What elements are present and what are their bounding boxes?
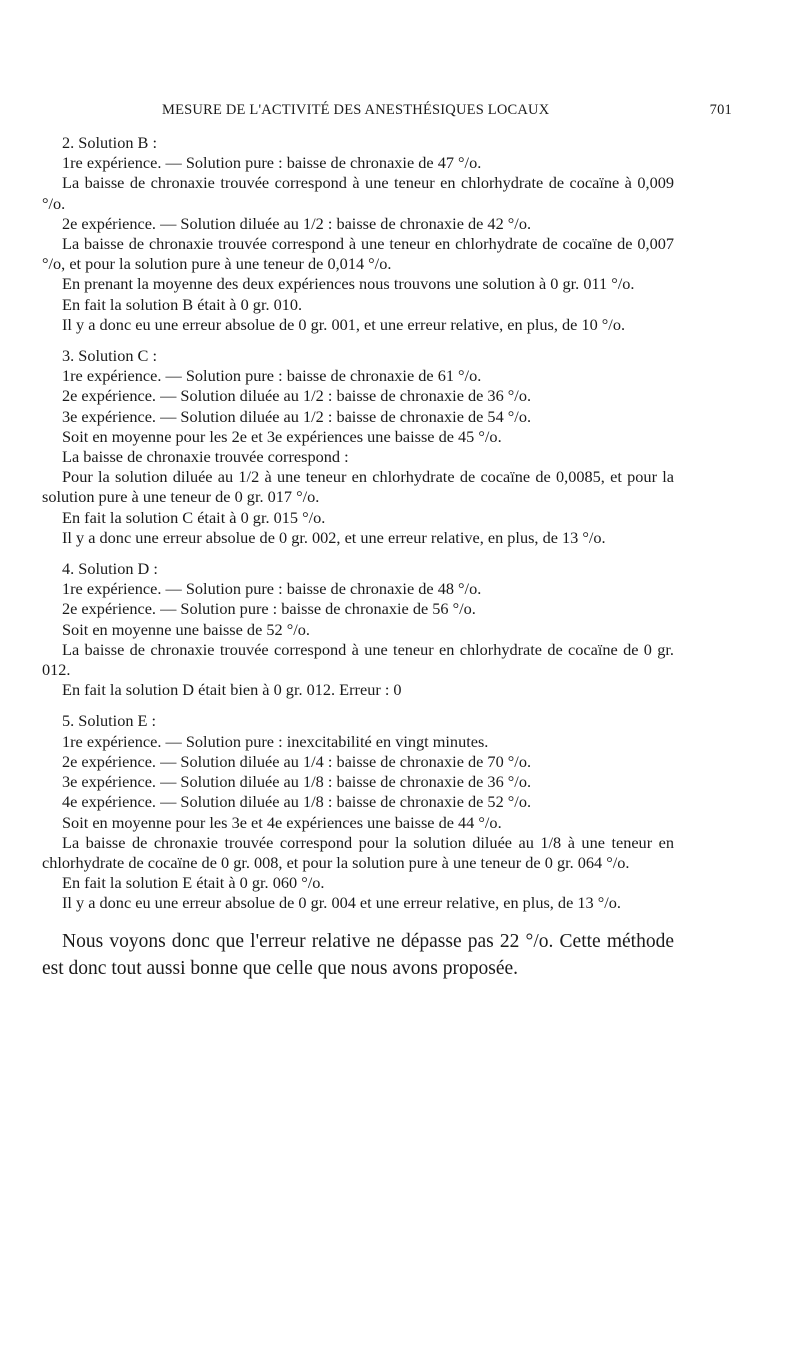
paragraph: 1re expérience. — Solution pure : inexcitabilité en vingt minutes.: [62, 731, 489, 751]
paragraph: Il y a donc une erreur absolue de 0 gr. 002, et une erreur relative, en plus, de 13 °/o.: [62, 527, 606, 547]
paragraph: 2e expérience. — Solution diluée au 1/4 : baisse de chronaxie de 70 °/o.: [62, 751, 532, 771]
paragraph: En fait la solution C était à 0 gr. 015 °/o.: [62, 507, 326, 527]
paragraph: Soit en moyenne une baisse de 52 °/o.: [62, 619, 310, 639]
paragraph: Il y a donc eu une erreur absolue de 0 gr. 001, et une erreur relative, en plus, de 10 °/o.: [62, 314, 626, 334]
section-heading-e: 5. Solution E :: [62, 711, 157, 731]
paragraph: 1re expérience. — Solution pure : baisse de chronaxie de 47 °/o.: [62, 153, 482, 173]
paragraph: 4e expérience. — Solution diluée au 1/8 : baisse de chronaxie de 52 °/o.: [62, 792, 532, 812]
paragraph: Il y a donc eu une erreur absolue de 0 gr. 004 et une erreur relative, en plus, de 13 °/o.: [62, 893, 621, 913]
section-heading-c: 3. Solution C :: [62, 346, 157, 366]
conclusion-paragraph: Nous voyons donc que l'erreur relative ne dépasse pas 22 °/o. Cette méthode est donc tout aussi bonne que celle que nous avons proposée.: [42, 930, 674, 979]
paragraph: En fait la solution B était à 0 gr. 010.: [62, 294, 303, 314]
paragraph: 3e expérience. — Solution diluée au 1/8 : baisse de chronaxie de 36 °/o.: [62, 772, 532, 792]
running-title: MESURE DE L'ACTIVITÉ DES ANESTHÉSIQUES LOCAUX: [162, 102, 550, 118]
paragraph: La baisse de chronaxie trouvée correspond à une teneur en chlorhydrate de cocaïne à 0,009 °/o.: [42, 173, 674, 213]
section-heading-d: 4. Solution D :: [62, 559, 158, 579]
paragraph: En fait la solution D était bien à 0 gr. 012. Erreur : 0: [62, 680, 402, 700]
section-heading-b: 2. Solution B :: [62, 133, 157, 152]
paragraph: 1re expérience. — Solution pure : baisse de chronaxie de 48 °/o.: [62, 579, 482, 599]
paragraph: La baisse de chronaxie trouvée correspond à une teneur en chlorhydrate de cocaïne de 0,007 °/o, et pour la solution pure à une teneur de 0,014 °/o.: [42, 234, 674, 274]
paragraph: 2e expérience. — Solution diluée au 1/2 : baisse de chronaxie de 42 °/o.: [62, 213, 532, 233]
paragraph: La baisse de chronaxie trouvée correspond à une teneur en chlorhydrate de cocaïne de 0 gr. 012.: [42, 639, 674, 680]
paragraph: Soit en moyenne pour les 3e et 4e expériences une baisse de 44 °/o.: [62, 812, 502, 832]
paragraph: 1re expérience. — Solution pure : baisse de chronaxie de 61 °/o.: [62, 366, 482, 386]
paragraph: 3e expérience. — Solution diluée au 1/2 : baisse de chronaxie de 54 °/o.: [62, 406, 532, 426]
paragraph: Pour la solution diluée au 1/2 à une teneur en chlorhydrate de cocaïne de 0,0085, et pour la solution pure à une teneur de 0 gr. 017 °/o.: [42, 467, 674, 507]
paragraph: En prenant la moyenne des deux expériences nous trouvons une solution à 0 gr. 011 °/o.: [62, 274, 635, 294]
paragraph: 2e expérience. — Solution diluée au 1/2 : baisse de chronaxie de 36 °/o.: [62, 386, 532, 406]
paragraph: Soit en moyenne pour les 2e et 3e expériences une baisse de 45 °/o.: [62, 426, 502, 446]
paragraph: La baisse de chronaxie trouvée correspond pour la solution diluée au 1/8 à une teneur en chlorhydrate de cocaïne de 0 gr. 008, et pour la solution pure à une teneur de 0 gr. 064 °/o.: [42, 832, 674, 872]
paragraph: En fait la solution E était à 0 gr. 060 °/o.: [62, 873, 325, 893]
page-number: 701: [709, 102, 732, 118]
paragraph: 2e expérience. — Solution pure : baisse de chronaxie de 56 °/o.: [62, 599, 476, 619]
paragraph: La baisse de chronaxie trouvée correspond :: [62, 447, 349, 467]
page-body: [42, 133, 674, 982]
